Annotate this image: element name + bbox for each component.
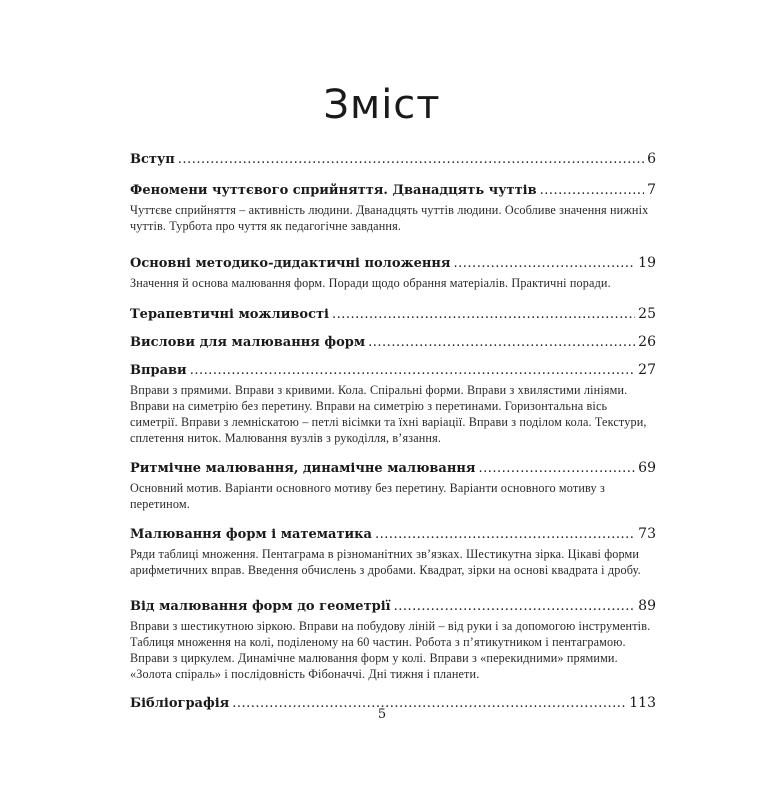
toc-page-number: 25 xyxy=(638,306,656,322)
toc-link-intro[interactable] xyxy=(130,150,656,169)
toc-entry-geometry xyxy=(130,597,656,682)
toc-entry-exercises xyxy=(130,361,656,446)
toc-entry-title: Бібліографія xyxy=(130,696,230,711)
toc-entry-title: Основні методико-дидактичні положення xyxy=(130,256,451,271)
toc-entry-methodology xyxy=(130,254,656,291)
leader-dots xyxy=(454,255,636,273)
toc-entry-phenomena xyxy=(130,181,656,234)
toc-entry-intro xyxy=(130,150,656,169)
toc-entry-title: Малювання форм і математика xyxy=(130,527,372,542)
toc-link-methodology[interactable] xyxy=(130,254,656,273)
toc-entry-title: Терапевтичні можливості xyxy=(130,307,329,322)
toc-page-number: 6 xyxy=(647,151,656,167)
table-of-contents xyxy=(130,150,656,713)
toc-page-number: 89 xyxy=(638,598,656,614)
toc-entry-description: Вправи з шестикутною зіркою. Вправи на побудову ліній – від руки і за допомогою інструментів. Таблиця множення на колі, поділеному на 60 частин. Робота з п’ятикутником і пентаграмою. Вправи з циркулем. Динамічне малювання форм у колі. Вправи з «перекидними» прямими. «Золота спіраль» і послідовність Фібоначчі. Дні тижня і планети. xyxy=(130,619,651,681)
leader-dots xyxy=(178,151,644,169)
toc-link-therapy[interactable] xyxy=(130,305,656,324)
toc-entry-title: Вправи xyxy=(130,363,187,378)
toc-entry-title: Феномени чуттєвого сприйняття. Дванадцять чуттів xyxy=(130,183,537,198)
leader-dots xyxy=(479,460,636,478)
toc-entry-therapy xyxy=(130,305,656,324)
toc-entry-rhythmic xyxy=(130,459,656,512)
toc-link-sayings[interactable] xyxy=(130,333,656,352)
leader-dots xyxy=(368,334,635,352)
toc-entry-description: Ряди таблиці множення. Пентаграма в різноманітних зв’язках. Шестикутна зірка. Цікаві форми арифметичних вправ. Введення обчислень з дробами. Квадрат, зірки на основі квадрата і дробу. xyxy=(130,547,641,577)
toc-page-number: 7 xyxy=(647,182,656,198)
toc-link-math[interactable] xyxy=(130,525,656,544)
toc-link-geometry[interactable] xyxy=(130,597,656,616)
toc-entry-math xyxy=(130,525,656,578)
leader-dots xyxy=(375,526,635,544)
leader-dots xyxy=(332,306,635,324)
toc-link-phenomena[interactable] xyxy=(130,181,656,200)
toc-entry-title: Вступ xyxy=(130,152,175,167)
toc-entry-title: Вислови для малювання форм xyxy=(130,335,366,350)
toc-entry-title: Ритмічне малювання, динамічне малювання xyxy=(130,461,476,476)
toc-link-exercises[interactable] xyxy=(130,361,656,380)
toc-entry-description: Основний мотив. Варіанти основного мотиву без перетину. Варіанти основного мотиву з перетином. xyxy=(130,481,605,511)
toc-entry-sayings xyxy=(130,333,656,352)
toc-entry-description: Значення й основа малювання форм. Поради щодо обрання матеріалів. Практичні поради. xyxy=(130,276,611,290)
toc-page-number: 26 xyxy=(638,334,656,350)
toc-link-rhythmic[interactable] xyxy=(130,459,656,478)
toc-page-number: 69 xyxy=(638,460,656,476)
page-number: 5 xyxy=(377,707,387,722)
toc-page-number: 19 xyxy=(638,255,656,271)
toc-page-number: 27 xyxy=(638,362,656,378)
toc-entry-description: Вправи з прямими. Вправи з кривими. Кола. Спіральні форми. Вправи з хвилястими лініями. Вправи на симетрію без перетину. Вправи на симетрію з перетинами. Горизонтальна вісь симетрії. Вправи з лемніскатою – петлі вісімки та їхні варіації. Вправи з поділом кола. Текстури, сплетення ниток. Малювання вузлів з рукоділля, в’язання. xyxy=(130,383,647,445)
leader-dots xyxy=(190,362,635,380)
leader-dots xyxy=(394,598,636,616)
page-title: Зміст xyxy=(323,82,441,128)
toc-entry-title: Від малювання форм до геометрії xyxy=(130,599,391,614)
leader-dots xyxy=(540,182,644,200)
toc-page-number: 113 xyxy=(629,695,656,711)
toc-entry-description: Чуттєве сприйняття – активність людини. Дванадцять чуттів людини. Особливе значення нижніх чуттів. Турбота про чуття як педагогічне завдання. xyxy=(130,203,649,233)
toc-page-number: 73 xyxy=(638,526,656,542)
